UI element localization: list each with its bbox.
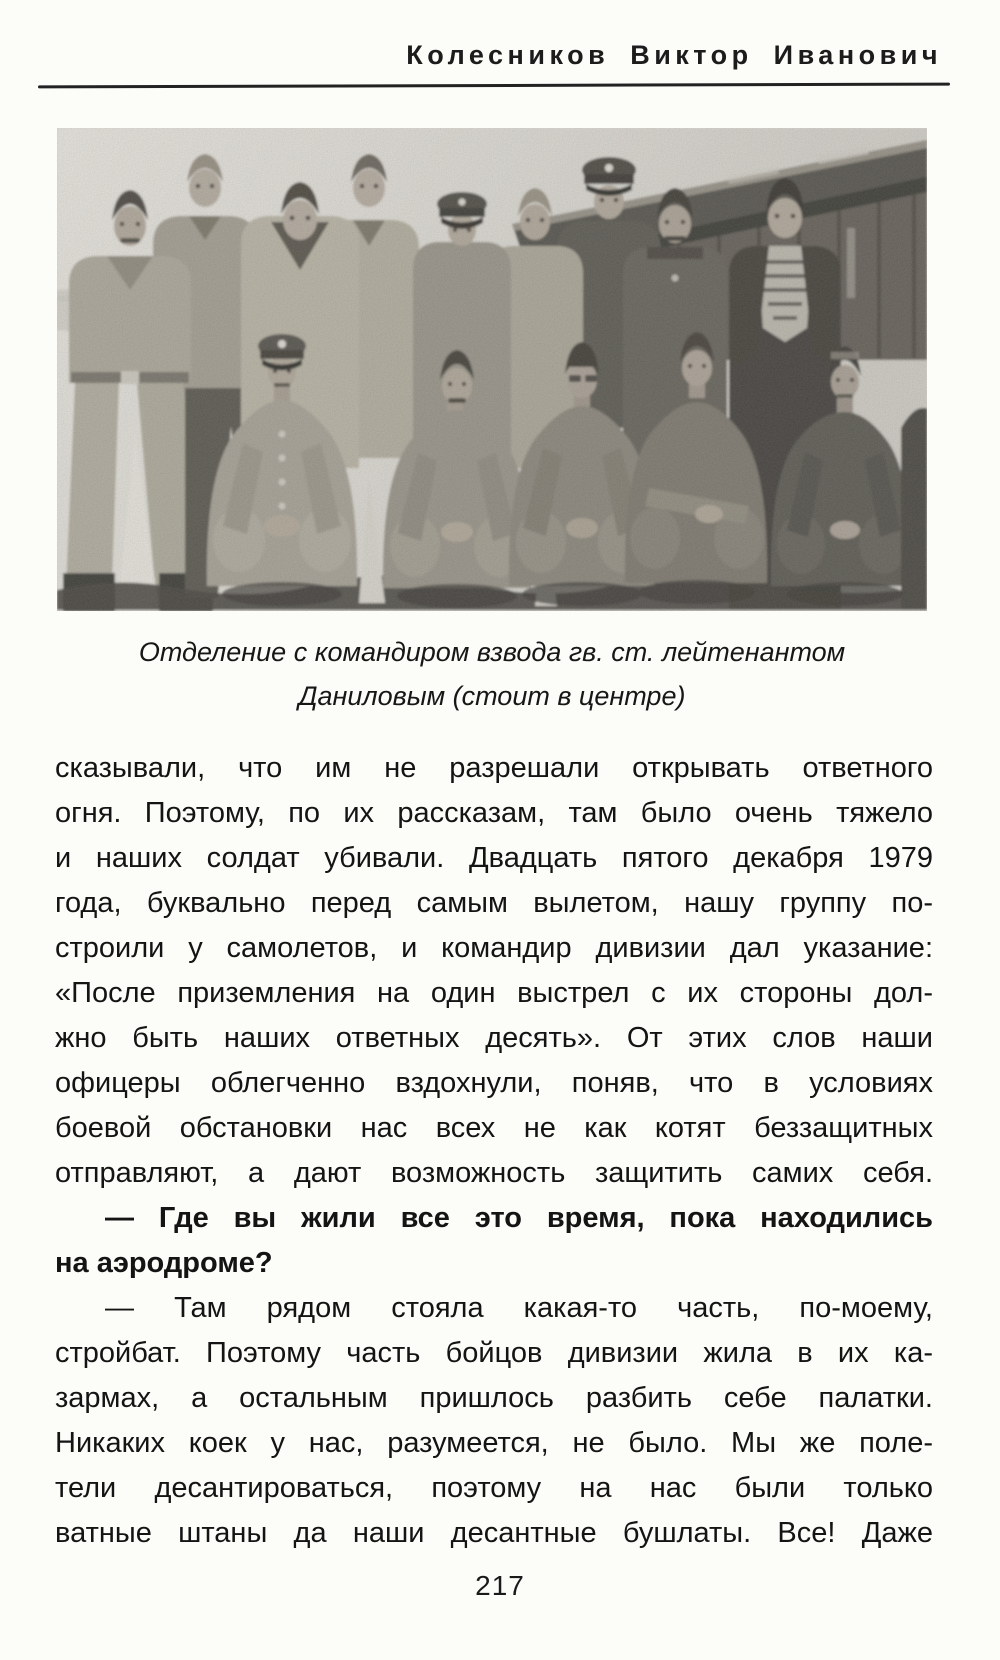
photo-caption-line1: Отделение с командиром взвода гв. ст. лейтенантом <box>138 637 846 667</box>
text-line: «После приземления на один выстрел с их стороны дол- <box>55 977 933 1009</box>
group-photo <box>57 128 927 611</box>
text-line: боевой обстановки нас всех не как котят беззащитных <box>55 1112 933 1144</box>
text-line: стройбат. Поэтому часть бойцов дивизии жила в их ка- <box>55 1337 933 1369</box>
text-line: сказывали, что им не разрешали открывать ответного <box>55 752 933 784</box>
text-line: тели десантироваться, поэтому на нас были только <box>55 1472 933 1504</box>
paragraph <box>55 1286 933 1556</box>
page-header-title: Колесников Виктор Иванович <box>406 40 942 70</box>
photo-grain <box>57 128 927 611</box>
text-line: ватные штаны да наши десантные бушлаты. Все! Даже <box>55 1517 933 1549</box>
text-line: — Где вы жили все это время, пока находились <box>105 1202 933 1234</box>
text-line: на аэродроме? <box>55 1247 273 1279</box>
text-line: отправляют, а дают возможность защитить самих себя. <box>55 1157 933 1189</box>
text-line: жно быть наших ответных десять». От этих слов наши <box>55 1022 933 1054</box>
photo-frame <box>57 128 927 611</box>
text-line: строили у самолетов, и командир дивизии дал указание: <box>55 932 933 964</box>
paragraph <box>55 1196 933 1286</box>
text-line: зармах, а остальным пришлось разбить себе палатки. <box>55 1382 933 1414</box>
text-line: и наших солдат убивали. Двадцать пятого декабря 1979 <box>55 842 933 874</box>
page-number: 217 <box>475 1570 525 1601</box>
text-line: офицеры облегченно вздохнули, поняв, что в условиях <box>55 1067 933 1099</box>
photo-caption <box>57 630 927 718</box>
text-line: года, буквально перед самым вылетом, нашу группу по- <box>55 887 933 919</box>
text-line: Никаких коек у нас, разумеется, не было. Мы же поле- <box>55 1427 933 1459</box>
photo-caption-line2: Даниловым (стоит в центре) <box>298 681 686 711</box>
text-line: — Там рядом стояла какая-то часть, по-моему, <box>105 1292 933 1324</box>
body-text <box>55 746 933 1556</box>
paragraph <box>55 746 933 1196</box>
text-line: огня. Поэтому, по их рассказам, там было очень тяжело <box>55 797 933 829</box>
header-rule <box>38 83 950 89</box>
